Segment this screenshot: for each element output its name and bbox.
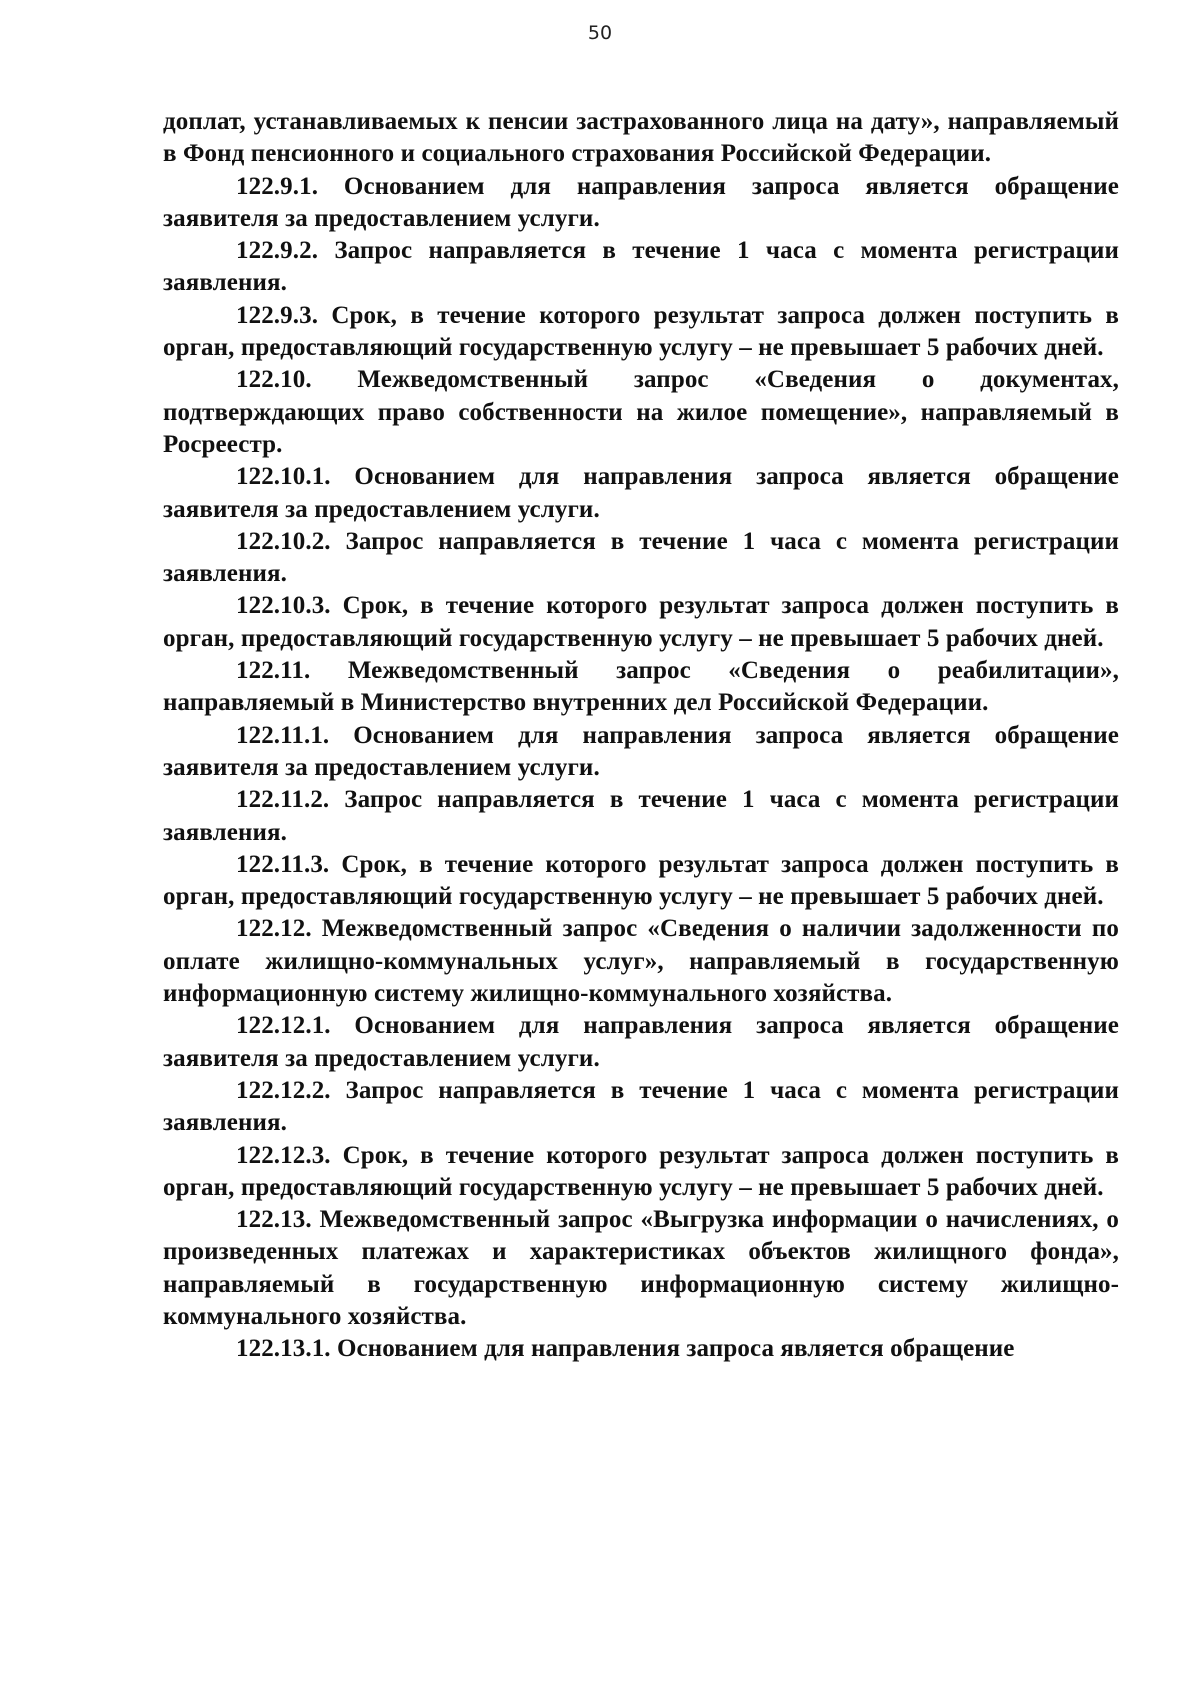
- document-body: [163, 106, 1119, 1366]
- paragraph-122-9-2: 122.9.2. Запрос направляется в течение 1 часа с момента регистрации заявления.: [163, 237, 1119, 297]
- paragraph-122-13: 122.13. Межведомственный запрос «Выгрузка информации о начислениях, о произведенных платежах и характеристиках объектов жилищного фонда», направляемый в государственную информационную систему жилищно-коммунального хозяйства.: [163, 1206, 1119, 1330]
- paragraph-122-12-3: 122.12.3. Срок, в течение которого результат запроса должен поступить в орган, предоставляющий государственную услугу – не превышает 5 рабочих дней.: [163, 1141, 1119, 1201]
- paragraph-122-9-3: 122.9.3. Срок, в течение которого результат запроса должен поступить в орган, предоставляющий государственную услугу – не превышает 5 рабочих дней.: [163, 301, 1119, 362]
- paragraph-122-9-1: 122.9.1. Основанием для направления запроса является обращение заявителя за предоставлением услуги.: [163, 172, 1119, 232]
- paragraph-122-11-1: 122.11.1. Основанием для направления запроса является обращение заявителя за предоставлением услуги.: [163, 721, 1119, 781]
- paragraph-122-11-2: 122.11.2. Запрос направляется в течение 1 часа с момента регистрации заявления.: [163, 786, 1119, 846]
- paragraph-122-10-2: 122.10.2. Запрос направляется в течение 1 часа с момента регистрации заявления.: [163, 527, 1119, 588]
- paragraph-122-13-1: 122.13.1. Основанием для направления запроса является обращение: [236, 1335, 1015, 1363]
- paragraph: доплат, устанавливаемых к пенсии застрахованного лица на дату», направляемый в Фонд пенсионного и социального страхования Российской Федерации.: [163, 108, 1119, 168]
- paragraph-122-12-2: 122.12.2. Запрос направляется в течение 1 часа с момента регистрации заявления.: [163, 1076, 1119, 1137]
- paragraph-122-12-1: 122.12.1. Основанием для направления запроса является обращение заявителя за предоставлением услуги.: [163, 1012, 1119, 1072]
- paragraph-122-10-3: 122.10.3. Срок, в течение которого результат запроса должен поступить в орган, предоставляющий государственную услугу – не превышает 5 рабочих дней.: [163, 592, 1119, 652]
- paragraph-122-10: 122.10. Межведомственный запрос «Сведения о документах, подтверждающих право собственности на жилое помещение», направляемый в Росреестр.: [163, 366, 1119, 458]
- paragraph-122-12: 122.12. Межведомственный запрос «Сведения о наличии задолженности по оплате жилищно-коммунальных услуг», направляемый в государственную информационную систему жилищно-коммунального хозяйства.: [163, 915, 1119, 1008]
- paragraph-122-10-1: 122.10.1. Основанием для направления запроса является обращение заявителя за предоставлением услуги.: [163, 463, 1119, 523]
- paragraph-122-11: 122.11. Межведомственный запрос «Сведения о реабилитации», направляемый в Министерство внутренних дел Российской Федерации.: [163, 657, 1119, 717]
- page-number: 50: [587, 22, 613, 44]
- paragraph-122-11-3: 122.11.3. Срок, в течение которого результат запроса должен поступить в орган, предоставляющий государственную услугу – не превышает 5 рабочих дней.: [163, 850, 1119, 911]
